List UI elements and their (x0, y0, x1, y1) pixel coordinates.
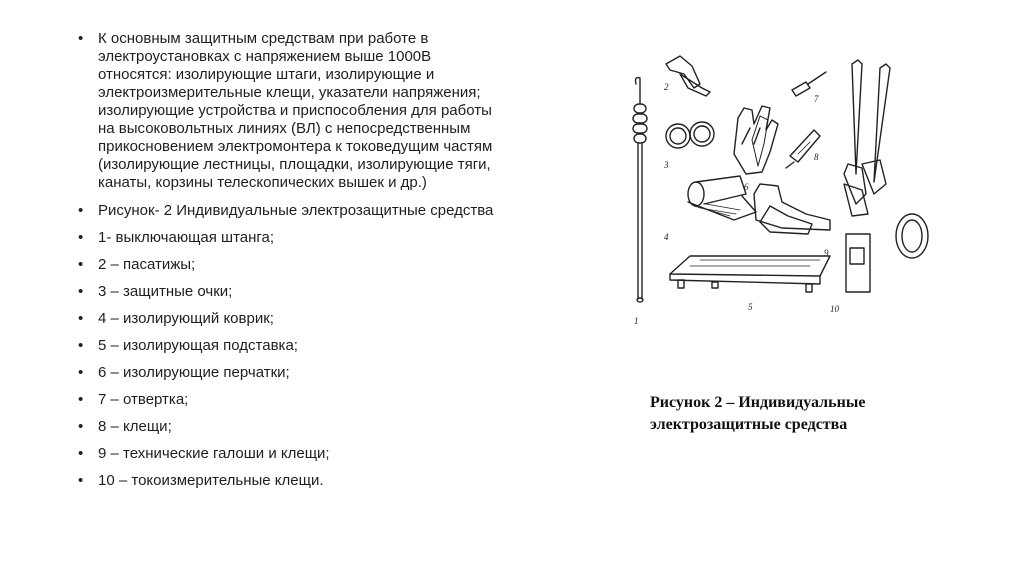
bullet-item (72, 202, 604, 220)
bullet-marker: • (78, 337, 84, 354)
bullet-marker: • (78, 391, 84, 408)
bullet-marker: • (78, 472, 84, 489)
bullet-text: К основным защитным средствам при работе в электроустановках с напряжением выше 1000В относятся: изолирующие штаги, изолирующие и электроизмерительные клещи, указатели напряжения; изолирующие устройства и приспособления для работы на высоковольтных линиях (ВЛ) с непосредственным прикосновением электромонтера к токоведущим частям (изолирующие лестницы, площадки, изолирующие тяги, канаты, корзины телескопических вышек и др.) (98, 30, 493, 191)
figure-label-2: 2 (664, 82, 669, 92)
bullet-text: 2 – пасатижы; (98, 256, 196, 273)
bullet-text: 7 – отвертка; (98, 391, 189, 408)
gloves-drawing (734, 106, 778, 174)
bullet-text: 5 – изолирующая подставка; (98, 337, 298, 354)
bullet-marker: • (78, 283, 84, 300)
bullet-text: 1- выключающая штанга; (98, 229, 275, 246)
bullet-list (72, 30, 604, 499)
bullet-text: 9 – технические галоши и клещи; (98, 445, 330, 462)
bullet-item (72, 283, 604, 301)
bullet-item (72, 364, 604, 382)
galoshes-drawing (754, 184, 830, 234)
clamp-meter-drawing (844, 60, 928, 292)
bullet-marker: • (78, 418, 84, 435)
bullet-text: 3 – защитные очки; (98, 283, 233, 300)
bullet-item (72, 256, 604, 274)
goggles-drawing (666, 122, 714, 148)
figure-label-3: 3 (664, 160, 669, 170)
bullet-marker: • (78, 229, 84, 246)
bullet-item (72, 418, 604, 436)
switching-rod-drawing (633, 78, 647, 302)
figure-label-6: 6 (744, 182, 749, 192)
protective-equipment-illustration (630, 44, 950, 334)
bullet-text: Рисунок- 2 Индивидуальные электрозащитные средства (98, 202, 494, 219)
bullet-item (72, 472, 604, 490)
bullet-item (72, 391, 604, 409)
bullet-marker: • (78, 364, 84, 381)
bullet-marker: • (78, 445, 84, 462)
figure-label-7: 7 (814, 94, 819, 104)
bullet-item (72, 337, 604, 355)
figure-label-5: 5 (748, 302, 753, 312)
bullet-marker: • (78, 202, 84, 219)
figure-label-9: 9 (824, 248, 829, 258)
bullet-item (72, 310, 604, 328)
bullet-item (72, 445, 604, 463)
bullet-item (72, 229, 604, 247)
clamp-pliers-drawing (786, 130, 820, 168)
figure-label-1: 1 (634, 316, 639, 326)
pliers-drawing (666, 56, 710, 96)
bullet-item (72, 30, 604, 192)
bullet-marker: • (78, 256, 84, 273)
screwdriver-drawing (792, 72, 826, 96)
bullet-marker: • (78, 310, 84, 327)
figure-label-8: 8 (814, 152, 819, 162)
bullet-text: 10 – токоизмерительные клещи. (98, 472, 324, 489)
bullet-text: 8 – клещи; (98, 418, 172, 435)
bullet-text: 4 – изолирующий коврик; (98, 310, 274, 327)
figure-label-10: 10 (830, 304, 839, 314)
bullet-text: 6 – изолирующие перчатки; (98, 364, 290, 381)
bullet-marker: • (78, 30, 84, 47)
stand-drawing (670, 256, 830, 292)
figure-caption: Рисунок 2 – Индивидуальные электрозащитные средства (650, 394, 866, 433)
figure-label-4: 4 (664, 232, 669, 242)
